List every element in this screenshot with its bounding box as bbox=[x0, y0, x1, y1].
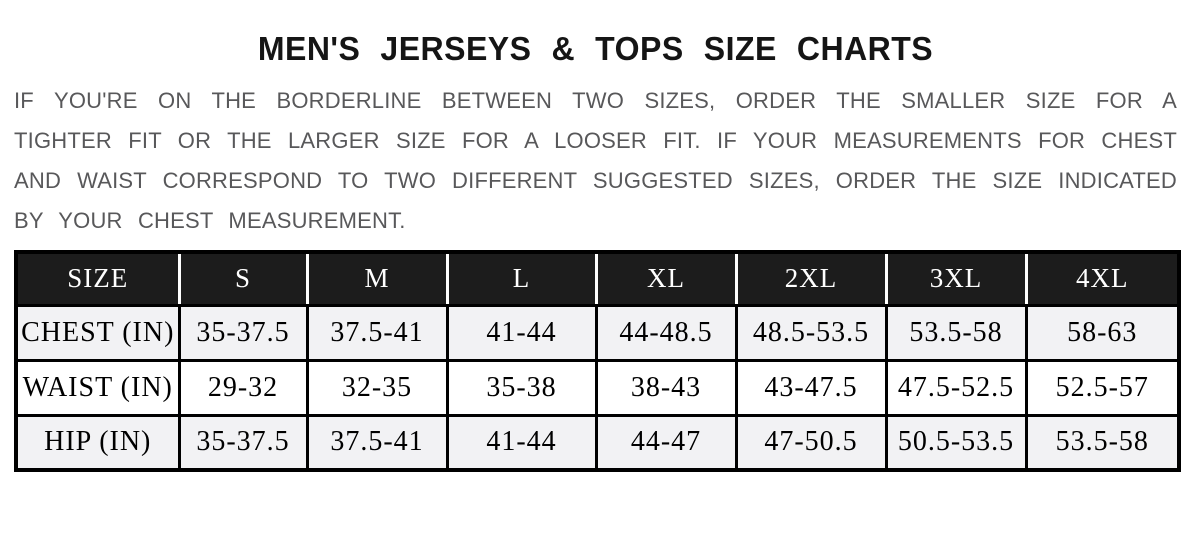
intro-paragraph bbox=[14, 81, 1177, 241]
column-header-2xl: 2XL bbox=[736, 252, 886, 305]
size-chart-page bbox=[0, 30, 1191, 472]
column-header-4xl: 4XL bbox=[1026, 252, 1179, 305]
size-value-cell: 53.5-58 bbox=[1026, 415, 1179, 470]
size-value-cell: 37.5-41 bbox=[307, 415, 447, 470]
size-value-cell: 44-48.5 bbox=[596, 305, 736, 360]
table-row-chest bbox=[16, 305, 1179, 360]
size-value-cell: 37.5-41 bbox=[307, 305, 447, 360]
page-title: MEN'S JERSEYS & TOPS SIZE CHARTS bbox=[257, 30, 934, 67]
size-value-cell: 35-37.5 bbox=[179, 415, 307, 470]
row-label: HIP (IN) bbox=[16, 415, 179, 470]
size-value-cell: 43-47.5 bbox=[736, 360, 886, 415]
column-header-s: S bbox=[179, 252, 307, 305]
size-value-cell: 38-43 bbox=[596, 360, 736, 415]
size-chart-table bbox=[14, 250, 1181, 472]
size-value-cell: 48.5-53.5 bbox=[736, 305, 886, 360]
size-value-cell: 41-44 bbox=[447, 305, 596, 360]
size-value-cell: 50.5-53.5 bbox=[886, 415, 1026, 470]
column-header-3xl: 3XL bbox=[886, 252, 1026, 305]
row-label: WAIST (IN) bbox=[16, 360, 179, 415]
size-value-cell: 35-37.5 bbox=[179, 305, 307, 360]
intro-line-4: BY YOUR CHEST MEASUREMENT. bbox=[14, 208, 406, 233]
size-value-cell: 32-35 bbox=[307, 360, 447, 415]
column-header-m: M bbox=[307, 252, 447, 305]
intro-line-2: TIGHTER FIT OR THE LARGER SIZE FOR A LOOSER FIT. IF YOUR MEASUREMENTS FOR CHEST bbox=[14, 128, 1177, 153]
table-row-waist bbox=[16, 360, 1179, 415]
column-header-l: L bbox=[447, 252, 596, 305]
column-header-xl: XL bbox=[596, 252, 736, 305]
column-header-size: SIZE bbox=[16, 252, 179, 305]
size-value-cell: 53.5-58 bbox=[886, 305, 1026, 360]
size-value-cell: 41-44 bbox=[447, 415, 596, 470]
row-label: CHEST (IN) bbox=[16, 305, 179, 360]
size-value-cell: 47.5-52.5 bbox=[886, 360, 1026, 415]
intro-line-1: IF YOU'RE ON THE BORDERLINE BETWEEN TWO SIZES, ORDER THE SMALLER SIZE FOR A bbox=[14, 88, 1177, 113]
size-value-cell: 52.5-57 bbox=[1026, 360, 1179, 415]
size-value-cell: 58-63 bbox=[1026, 305, 1179, 360]
table-row-hip bbox=[16, 415, 1179, 470]
size-value-cell: 29-32 bbox=[179, 360, 307, 415]
size-value-cell: 47-50.5 bbox=[736, 415, 886, 470]
table-header-row bbox=[16, 252, 1179, 305]
size-value-cell: 44-47 bbox=[596, 415, 736, 470]
size-value-cell: 35-38 bbox=[447, 360, 596, 415]
intro-line-3: AND WAIST CORRESPOND TO TWO DIFFERENT SUGGESTED SIZES, ORDER THE SIZE INDICATED bbox=[14, 168, 1177, 193]
